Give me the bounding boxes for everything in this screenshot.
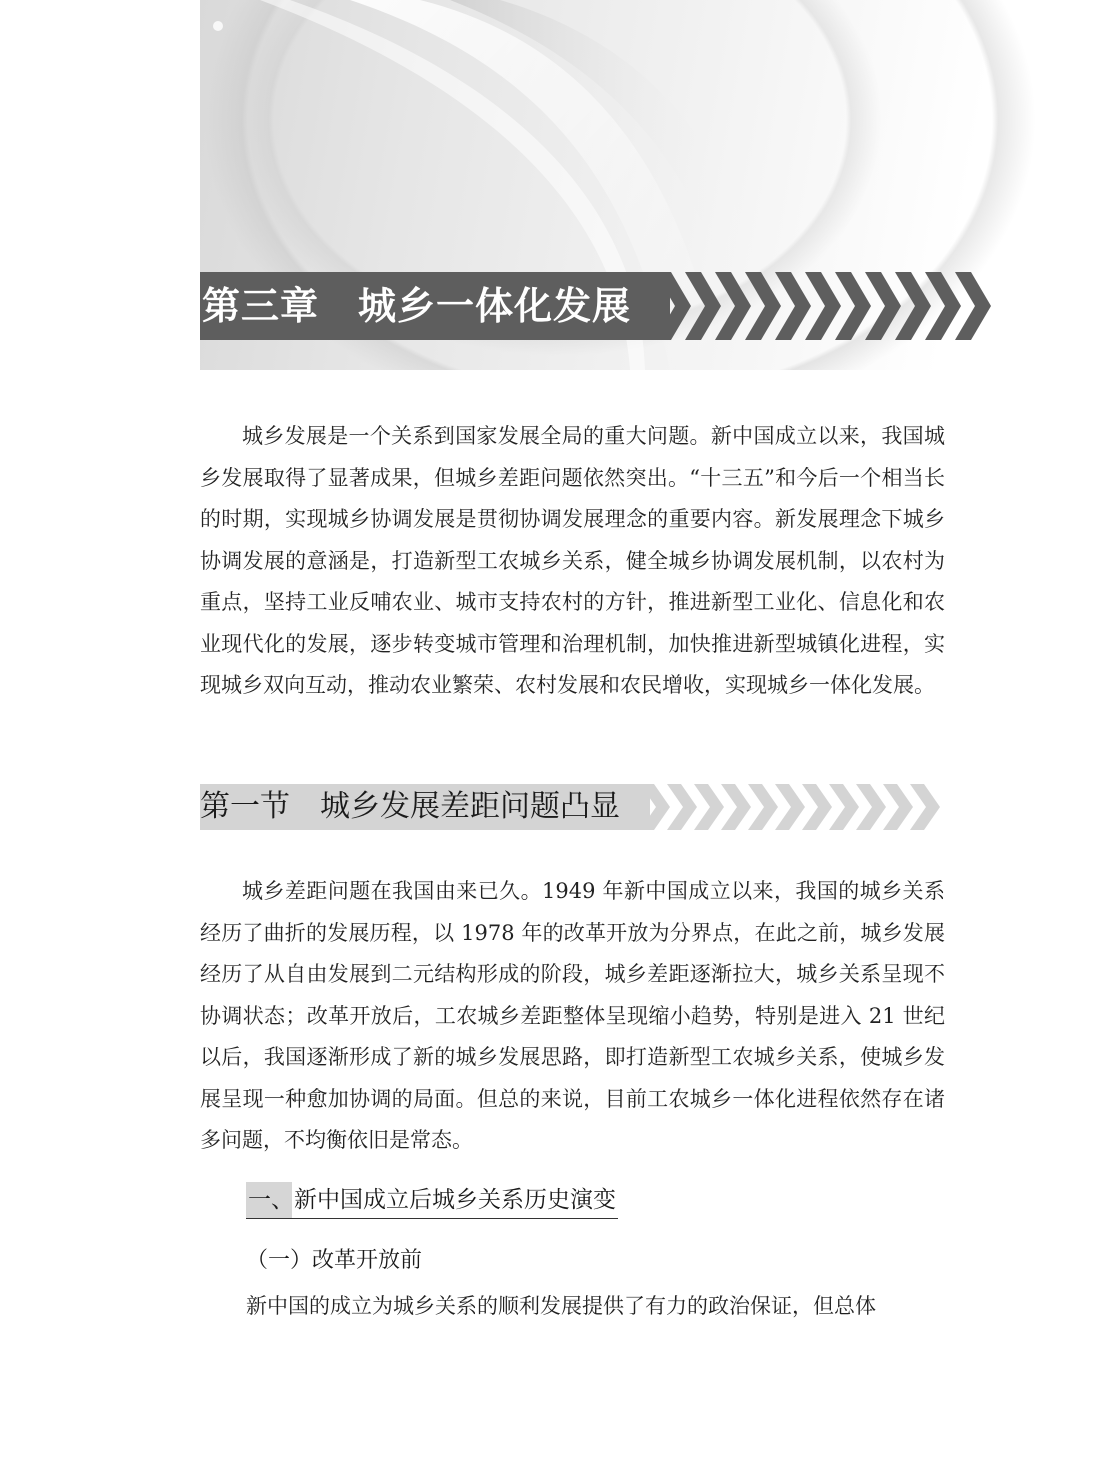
section-title: 第一节 城乡发展差距问题凸显 — [200, 789, 620, 824]
subsubsection-heading: （一）改革开放前 — [246, 1248, 423, 1273]
subsection-heading: 一、新中国成立后城乡关系历史演变 — [246, 1182, 618, 1219]
continuing-paragraph: 新中国的成立为城乡关系的顺利发展提供了有力的政治保证，但总体 — [246, 1294, 876, 1318]
chapter-title: 第三章 城乡一体化发展 — [202, 283, 632, 328]
chapter-title-strip — [200, 272, 1000, 340]
section-chevron-arrows — [640, 784, 945, 830]
chapter-banner — [200, 0, 1080, 370]
section-title-strip — [200, 784, 945, 830]
chapter-chevron-arrows — [655, 272, 995, 340]
intro-paragraph: 城乡发展是一个关系到国家发展全局的重大问题。新中国成立以来，我国城乡发展取得了显著成果，但城乡差距问题依然突出。“十三五”和今后一个相当长的时期，实现城乡协调发展是贯彻协调发展理念的重要内容。新发展理念下城乡协调发展的意涵是，打造新型工农城乡关系，健全城乡协调发展机制，以农村为重点，坚持工业反哺农业、城市支持农村的方针，推进新型工业化、信息化和农业现代化的发展，逐步转变城市管理和治理机制，加快推进新型城镇化进程，实现城乡双向互动，推动农业繁荣、农村发展和农民增收，实现城乡一体化发展。 — [200, 424, 945, 697]
section-paragraph: 城乡差距问题在我国由来已久。1949 年新中国成立以来，我国的城乡关系经历了曲折的发展历程，以 1978 年的改革开放为分界点，在此之前，城乡发展经历了从自由发展到二元结构形成的阶段，城乡差距逐渐拉大，城乡关系呈现不协调状态；改革开放后，工农城乡差距整体呈现缩小趋势，特别是进入 21 世纪以后，我国逐渐形成了新的城乡发展思路，即打造新型工农城乡关系，使城乡发展呈现一种愈加协调的局面。但总的来说，目前工农城乡一体化进程依然存在诸多问题，不均衡依旧是常态。 — [200, 879, 945, 1152]
